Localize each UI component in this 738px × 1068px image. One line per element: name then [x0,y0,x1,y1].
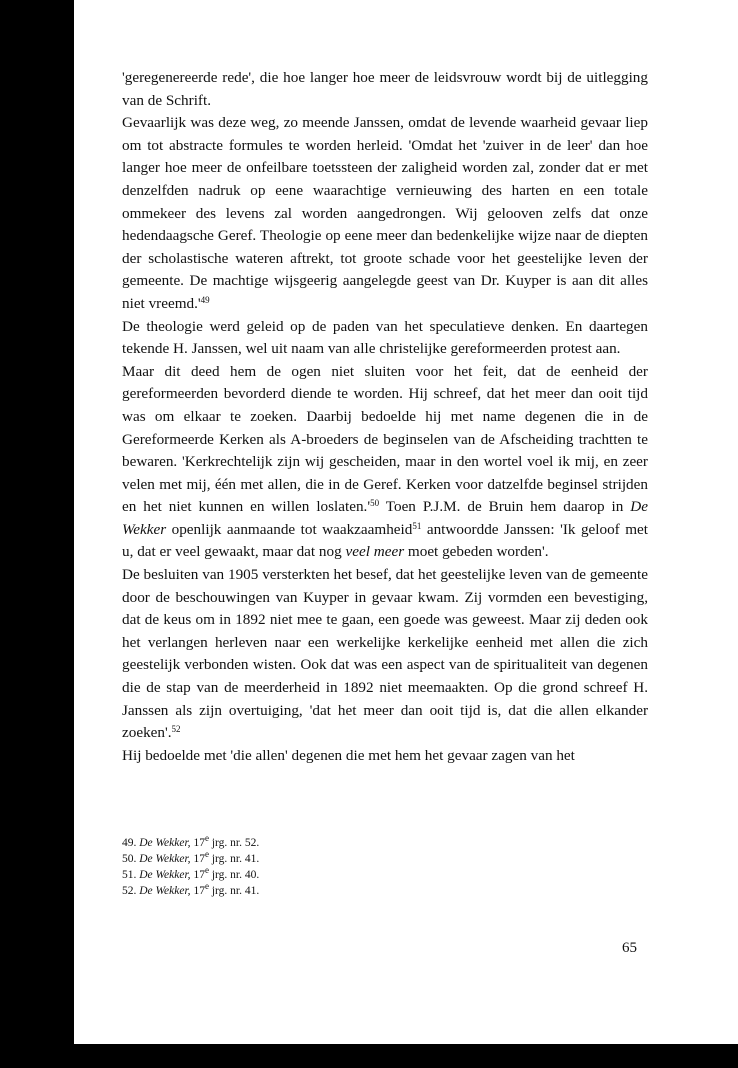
footnote-ref: 49 [200,294,210,305]
paragraph: Hij bedoelde met 'die allen' degenen die met hem het gevaar zagen van het [122,746,575,764]
paragraph: De besluiten van 1905 versterkten het besef, dat het geestelijke leven van de gemeente door de beschouwingen van Kuyper in gevaar kwam. Zij vormden een bevestiging, dat de keus om in 1892 niet mee te gaan, een goede was geweest. Maar zij deden ook het verlangen herleven naar een werkelijke kerkelijke eenheid met allen die zich geestelijk verbonden wisten. Ook dat was een aspect van de spiritualiteit van degenen die de stap van de meerderheid in 1892 niet meemaakten. Op die grond schreef H. Janssen als zijn overtuiging, 'dat het meer dan ooit tijd is, dat die allen elkander zoeken'.$^{52}$ [122,566,648,742]
scan-bottom-border [0,1044,738,1068]
footnote-ref: 52 [171,724,181,735]
paragraph: De theologie werd geleid op de paden van het speculatieve denken. En daartegen tekende H. Janssen, wel uit naam van alle christelijke gereformeerden protest aan. [122,317,648,358]
footnote-ref: 50 [370,498,380,509]
footnote: 51. De Wekker, 17e jrg. nr. 40. [122,865,260,881]
paragraph: 'geregenereerde rede', die hoe langer hoe meer de leidsvrouw wordt bij de uitlegging van de Schrift. [122,69,648,109]
periodical-title: De Wekker [122,498,648,538]
footnote-ref: 51 [412,520,422,531]
paragraph: Gevaarlijk was deze weg, zo meende Janssen, omdat de levende waarheid gevaar liep om tot abstracte formules te worden herleid. 'Omdat het 'zuiver in de leer' dan hoe langer hoe meer de onfeilbare toetssteen der zaligheid worden zal, zonder dat er met denzelfden nadruk op eene waarachtige vernieuwing des harten en een totale ommekeer des levens zal worden aangedrongen. Wij gelooven zelfs dat onze hedendaagsche Geref. Theologie op eene meer dan bedenkelijke wijze naar de diepten der scholastische wateren aftrekt, tot groote schade voor het geestelijke leven der gemeente. De machtige wijsgeerig aangelegde geest van Dr. Kuyper is aan dit alles niet $vreemd.'^{49}$ [122,114,648,312]
scan-left-border [0,0,74,1068]
footnote: 52. De Wekker, 17e jrg. nr. 41. [122,881,260,897]
emphasis: veel meer [345,543,405,561]
body-text [122,67,648,767]
footnote: 50. De Wekker, 17e jrg. nr. 41. [122,849,260,865]
footnote: 49. De Wekker, 17e jrg. nr. 52. [122,833,260,849]
paragraph: Maar dit deed hem de ogen niet sluiten voor het feit, dat de eenheid der gereformeerden bevorderd diende te worden. Hij schreef, dat het meer dan ooit tijd was om elkaar te zoeken. Daarbij bedoelde hij met name degenen die in de Gereformeerde Kerken als A-broeders de beginselen van de Afscheiding trachtten te bewaren. 'Kerkrechtelijk zijn wij gescheiden, maar in den wortel voel ik mij, en zeer velen met mij, één met allen, die in de Geref. Kerken voor datzelfde beginsel strijden en het niet kunnen en willen $loslaten.'^{50}$ Toen P.J.M. de Bruin hem daarop in De Wekker openlijk aanmaande tot waakzaamheid$^{51}$ antwoordde Janssen: 'Ik geloof met u, dat er veel gewaakt, maar dat nog veel meer moet gebeden worden'. [122,362,648,561]
page-number: 65 [622,940,637,956]
